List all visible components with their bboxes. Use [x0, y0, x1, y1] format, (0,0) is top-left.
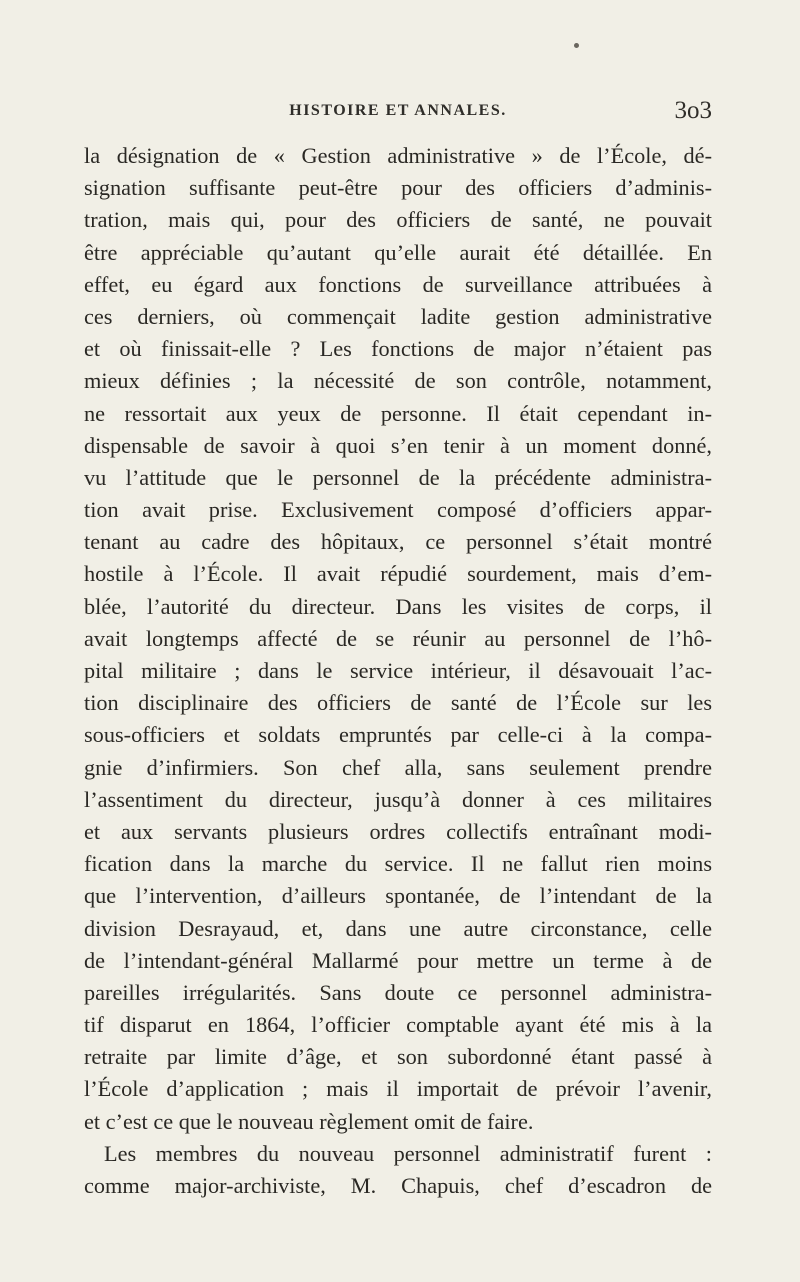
text-line: l’assentiment du directeur, jusqu’à donner à ces militaires	[84, 786, 712, 812]
text-line: et où finissait-elle ? Les fonctions de major n’étaient pas	[84, 336, 712, 362]
text-line: ne ressortait aux yeux de personne. Il était cependant in-	[84, 400, 712, 426]
text-line: comme major-archiviste, M. Chapuis, chef d’escadron de	[84, 1173, 712, 1198]
text-line: tenant au cadre des hôpitaux, ce personnel s’était montré	[84, 529, 712, 555]
text-line: division Desrayaud, et, dans une autre circonstance, celle	[84, 915, 712, 941]
text-line: Les membres du nouveau personnel administratif furent :	[104, 1140, 712, 1166]
text-line: sous-officiers et soldats empruntés par celle-ci à la compa-	[84, 722, 712, 748]
text-line: retraite par limite d’âge, et son subordonné étant passé à	[84, 1044, 712, 1070]
text-line: ces derniers, où commençait ladite gestion administrative	[84, 303, 712, 329]
text-line: être appréciable qu’autant qu’elle aurait été détaillée. En	[84, 239, 712, 265]
text-line: pareilles irrégularités. Sans doute ce personnel administra-	[84, 979, 712, 1005]
text-line: tif disparut en 1864, l’officier comptable ayant été mis à la	[84, 1012, 712, 1038]
text-line: la désignation de « Gestion administrative » de l’École, dé-	[84, 143, 712, 168]
text-line: avait longtemps affecté de se réunir au personnel de l’hô-	[84, 625, 712, 651]
page-number: 3o3	[674, 97, 712, 124]
text-line: effet, eu égard aux fonctions de surveillance attribuées à	[84, 271, 712, 297]
text-line: et aux servants plusieurs ordres collectifs entraînant modi-	[84, 818, 712, 844]
text-line: vu l’attitude que le personnel de la précédente administra-	[84, 464, 712, 490]
running-title: HISTOIRE ET ANNALES.	[289, 102, 507, 119]
ink-speck	[574, 43, 579, 48]
text-line: et c’est ce que le nouveau règlement omit de faire.	[84, 1108, 534, 1134]
text-line: que l’intervention, d’ailleurs spontanée, de l’intendant de la	[84, 883, 712, 909]
body-text	[84, 140, 712, 1202]
running-head	[84, 97, 712, 130]
text-line: signation suffisante peut-être pour des officiers d’adminis-	[84, 175, 712, 201]
text-line: tion disciplinaire des officiers de santé de l’École sur les	[84, 690, 712, 716]
text-line: hostile à l’École. Il avait répudié sourdement, mais d’em-	[84, 561, 712, 587]
text-line: blée, l’autorité du directeur. Dans les visites de corps, il	[84, 593, 712, 619]
text-line: de l’intendant-général Mallarmé pour mettre un terme à de	[84, 947, 712, 973]
text-line: tion avait prise. Exclusivement composé d’officiers appar-	[84, 497, 712, 523]
text-line: gnie d’infirmiers. Son chef alla, sans seulement prendre	[84, 754, 712, 780]
text-line: pital militaire ; dans le service intérieur, il désavouait l’ac-	[84, 658, 712, 683]
text-line: l’École d’application ; mais il importait de prévoir l’avenir,	[84, 1076, 712, 1102]
text-line: tration, mais qui, pour des officiers de santé, ne pouvait	[84, 207, 712, 233]
text-line: fication dans la marche du service. Il ne fallut rien moins	[84, 851, 712, 877]
text-line: dispensable de savoir à quoi s’en tenir à un moment donné,	[84, 432, 712, 458]
text-line: mieux définies ; la nécessité de son contrôle, notamment,	[84, 368, 712, 394]
